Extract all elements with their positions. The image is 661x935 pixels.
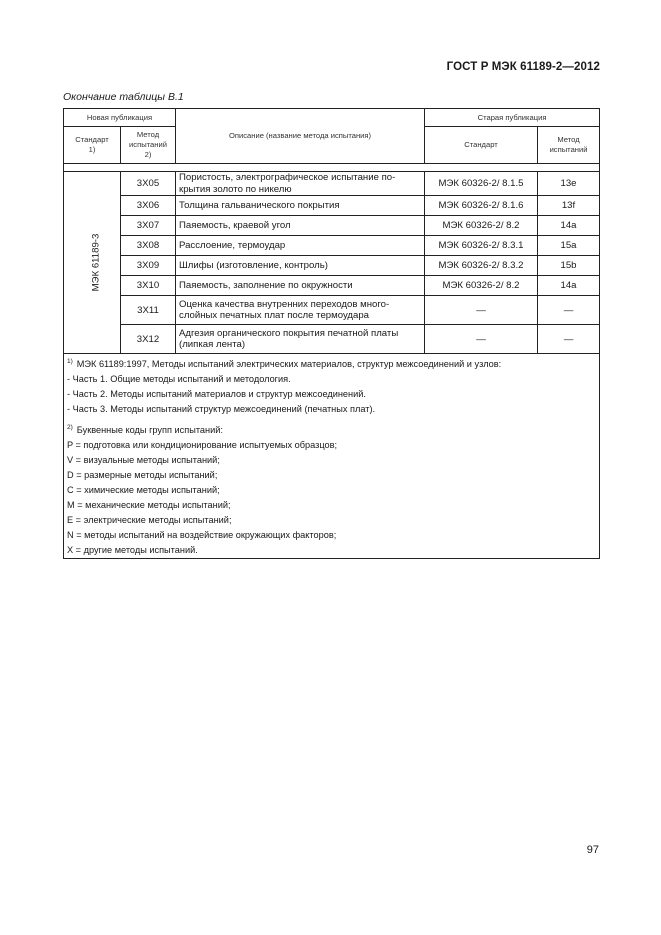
note-2-text: Буквенные коды групп испытаний: <box>76 425 223 435</box>
separator-cell <box>64 164 600 172</box>
method-cell: 3X10 <box>121 276 176 296</box>
description-cell: Паяемость, краевой угол <box>176 216 425 236</box>
header-method-old: Метод испытаний <box>538 127 600 164</box>
header-row-group <box>64 109 600 127</box>
old-method-cell: 13e <box>538 172 600 196</box>
description-cell: Расслоение, термоудар <box>176 236 425 256</box>
document-header: ГОСТ Р МЭК 61189-2—2012 <box>446 61 600 73</box>
description-cell: Адгезия органического покрытия печатной платы (липкая лента) <box>176 325 425 354</box>
header-standard-new-label: Стандарт <box>75 135 109 144</box>
method-cell: 3X08 <box>121 236 176 256</box>
table-row <box>64 256 600 276</box>
old-standard-cell: МЭК 60326-2/ 8.1.6 <box>425 196 538 216</box>
header-standard-new <box>64 127 121 164</box>
note-1-text: МЭК 61189:1997, Методы испытаний электрических материалов, структур межсоединений и узлов: <box>76 359 502 369</box>
old-method-cell: 14a <box>538 216 600 236</box>
page-number: 97 <box>586 844 599 856</box>
table-row <box>64 216 600 236</box>
method-cell: 3X12 <box>121 325 176 354</box>
header-method-new-label: Метод испытаний <box>129 130 167 149</box>
note-1-item: - Часть 1. Общие методы испытаний и методология. <box>67 374 291 384</box>
note-2-item: E = электрические методы испытаний; <box>67 515 232 525</box>
old-standard-cell: МЭК 60326-2/ 8.2 <box>425 276 538 296</box>
old-standard-cell: — <box>425 296 538 325</box>
standard-group-cell <box>64 172 121 354</box>
description-cell: Пористость, электрографическое испытание по-крытия золото по никелю <box>176 172 425 196</box>
description-cell: Шлифы (изготовление, контроль) <box>176 256 425 276</box>
description-cell: Паяемость, заполнение по окружности <box>176 276 425 296</box>
old-method-cell: — <box>538 296 600 325</box>
old-method-cell: 15b <box>538 256 600 276</box>
note-2-item: V = визуальные методы испытаний; <box>67 455 220 465</box>
note-1-item: - Часть 3. Методы испытаний структур межсоединений (печатных плат). <box>67 404 376 414</box>
old-method-cell: — <box>538 325 600 354</box>
table-row <box>64 325 600 354</box>
note-2-mark: 2) <box>67 424 73 431</box>
separator-row <box>64 164 600 172</box>
header-new-publication: Новая публикация <box>64 109 176 127</box>
old-standard-cell: МЭК 60326-2/ 8.2 <box>425 216 538 236</box>
old-method-cell: 13f <box>538 196 600 216</box>
note-2-item: C = химические методы испытаний; <box>67 485 220 495</box>
table-caption: Окончание таблицы В.1 <box>63 91 184 103</box>
method-cell: 3X09 <box>121 256 176 276</box>
description-cell: Толщина гальванического покрытия <box>176 196 425 216</box>
notes-row <box>64 354 600 559</box>
note-1-mark: 1) <box>67 358 73 365</box>
header-standard-new-note: 1) <box>88 145 96 154</box>
method-cell: 3X07 <box>121 216 176 236</box>
note-1-item: - Часть 2. Методы испытаний материалов и структур межсоединений. <box>67 389 366 399</box>
note-1-heading <box>67 354 596 372</box>
table-row <box>64 196 600 216</box>
method-cell: 3X05 <box>121 172 176 196</box>
old-standard-cell: МЭК 60326-2/ 8.3.1 <box>425 236 538 256</box>
method-cell: 3X11 <box>121 296 176 325</box>
note-2-item: N = методы испытаний на воздействие окружающих факторов; <box>67 530 337 540</box>
description-cell: Оценка качества внутренних переходов много-слойных печатных плат после термоудара <box>176 296 425 325</box>
table-row <box>64 276 600 296</box>
notes-cell <box>64 354 600 559</box>
methods-table <box>63 108 600 559</box>
standard-group-label: МЭК 61189-3 <box>90 233 102 292</box>
old-standard-cell: МЭК 60326-2/ 8.1.5 <box>425 172 538 196</box>
method-cell: 3X06 <box>121 196 176 216</box>
note-2-item: P = подготовка или кондиционирование испытуемых образцов; <box>67 440 338 450</box>
table-row <box>64 236 600 256</box>
table-row <box>64 172 600 196</box>
old-method-cell: 14a <box>538 276 600 296</box>
note-2-item: M = механические методы испытаний; <box>67 500 231 510</box>
old-standard-cell: МЭК 60326-2/ 8.3.2 <box>425 256 538 276</box>
old-method-cell: 15a <box>538 236 600 256</box>
header-method-new <box>121 127 176 164</box>
note-2-heading <box>67 420 596 438</box>
table-row <box>64 296 600 325</box>
old-standard-cell: — <box>425 325 538 354</box>
note-2-item: D = размерные методы испытаний; <box>67 470 218 480</box>
header-description: Описание (название метода испытания) <box>176 109 425 164</box>
header-method-new-note: 2) <box>144 150 152 159</box>
note-2-item: X = другие методы испытаний. <box>67 545 198 555</box>
header-standard-old: Стандарт <box>425 127 538 164</box>
header-old-publication: Старая публикация <box>425 109 600 127</box>
